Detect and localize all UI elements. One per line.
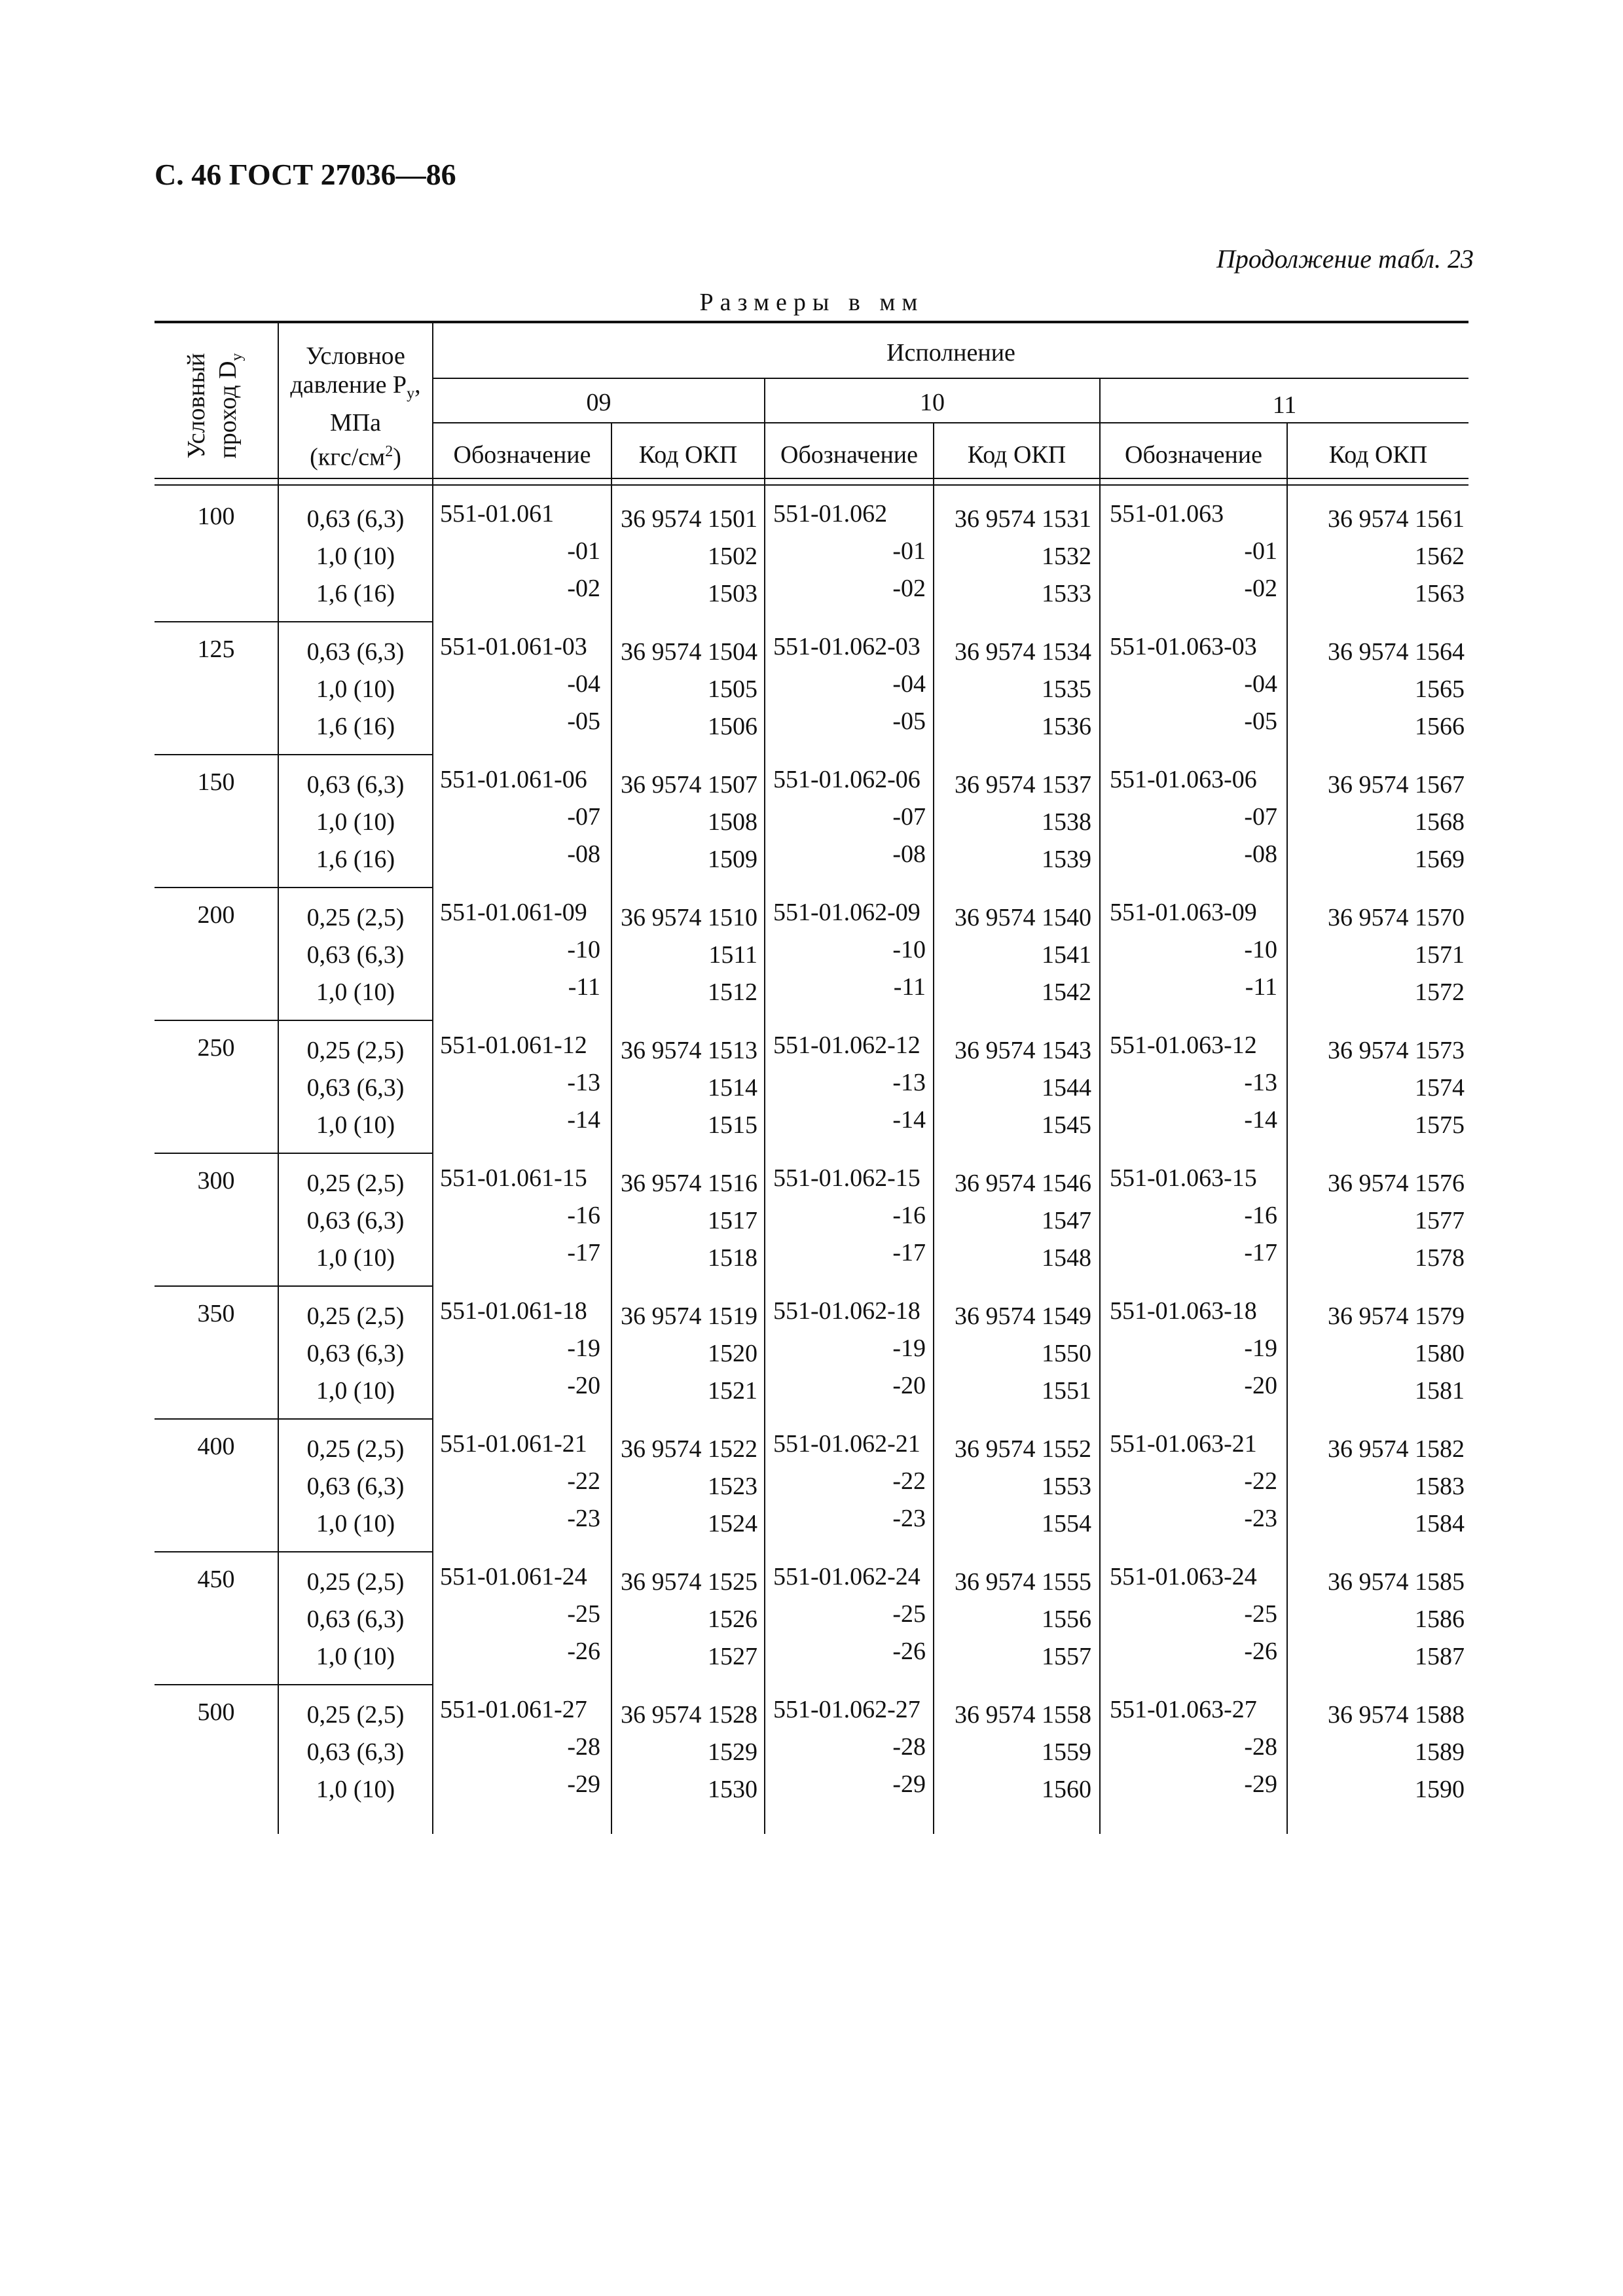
pressure-cell: 1,6 (16): [316, 580, 395, 607]
okp-11-cell: 1590: [1415, 1776, 1465, 1803]
okp-10-cell: 1554: [1042, 1510, 1091, 1537]
designation-09-cell: 551-01.061: [440, 500, 555, 528]
designation-11-cell: -13: [1244, 1069, 1277, 1096]
okp-10-cell: 1532: [1042, 543, 1091, 570]
pressure-cell: 0,63 (6,3): [306, 1738, 405, 1766]
okp-09-cell: 1518: [708, 1244, 757, 1272]
page-header: С. 46 ГОСТ 27036—86: [155, 158, 456, 191]
pressure-cell: 0,63 (6,3): [306, 941, 405, 969]
diameter-header-line2: проход D: [214, 361, 242, 459]
designation-11-cell: -20: [1244, 1372, 1277, 1399]
designation-11-cell: 551-01.063-12: [1110, 1031, 1257, 1059]
okp-09-cell: 36 9574 1522: [621, 1435, 757, 1463]
okp-10-cell: 1550: [1042, 1340, 1091, 1367]
okp-09-cell: 1514: [708, 1074, 757, 1102]
okp-11-cell: 1584: [1415, 1510, 1465, 1537]
okp-10-cell: 36 9574 1537: [955, 771, 1091, 798]
okp-09-cell: 1527: [708, 1643, 757, 1670]
group-separator-rule: [155, 887, 433, 888]
pressure-cell: 0,25 (2,5): [306, 1170, 405, 1197]
okp-11-cell: 1571: [1415, 941, 1465, 969]
pressure-header-close: ): [393, 443, 401, 471]
nominal-diameter-cell: 300: [197, 1167, 235, 1194]
designation-09-cell: 551-01.061-27: [440, 1696, 587, 1723]
group-header-execution: Исполнение: [886, 339, 1015, 367]
okp-09-cell: 1505: [708, 675, 757, 703]
okp-09-cell: 1524: [708, 1510, 757, 1537]
designation-09-cell: -22: [567, 1467, 600, 1495]
okp-10-cell: 1556: [1042, 1605, 1091, 1633]
okp-10-cell: 36 9574 1540: [955, 904, 1091, 931]
diameter-column-header: [155, 327, 279, 484]
designation-10-cell: -13: [892, 1069, 926, 1096]
group-separator-rule: [155, 1551, 433, 1552]
designation-11-cell: -16: [1244, 1202, 1277, 1229]
okp-11-cell: 1580: [1415, 1340, 1465, 1367]
okp-09-cell: 1515: [708, 1111, 757, 1139]
header-bottom-rule-1: [155, 478, 1468, 479]
group-separator-rule: [155, 621, 433, 622]
designation-11-cell: -11: [1245, 973, 1277, 1001]
pressure-cell: 1,0 (10): [316, 978, 395, 1006]
designation-11-cell: -23: [1244, 1505, 1277, 1532]
designation-11-cell: 551-01.063-15: [1110, 1164, 1257, 1192]
designation-10-cell: -23: [892, 1505, 926, 1532]
designation-11-cell: -08: [1244, 840, 1277, 868]
pressure-cell: 0,63 (6,3): [306, 1074, 405, 1102]
okp-10-cell: 1560: [1042, 1776, 1091, 1803]
pressure-cell: 1,6 (16): [316, 713, 395, 740]
designation-09-cell: -10: [567, 936, 600, 963]
subheader-designation-11: Обозначение: [1125, 441, 1262, 469]
pressure-cell: 0,63 (6,3): [306, 505, 405, 533]
okp-11-cell: 1589: [1415, 1738, 1465, 1766]
designation-10-cell: 551-01.062-12: [773, 1031, 921, 1059]
designation-10-cell: 551-01.062-24: [773, 1563, 921, 1590]
okp-09-cell: 1520: [708, 1340, 757, 1367]
designation-10-cell: -28: [892, 1733, 926, 1761]
table-continuation-label: Продолжение табл. 23: [1216, 244, 1474, 274]
pressure-cell: 0,63 (6,3): [306, 1605, 405, 1633]
designation-10-cell: -14: [892, 1106, 926, 1134]
okp-11-cell: 36 9574 1564: [1328, 638, 1465, 666]
designation-11-cell: 551-01.063-18: [1110, 1297, 1257, 1325]
okp-09-cell: 1526: [708, 1605, 757, 1633]
okp-10-cell: 36 9574 1534: [955, 638, 1091, 666]
pressure-cell: 0,25 (2,5): [306, 1568, 405, 1596]
okp-09-cell: 36 9574 1507: [621, 771, 757, 798]
designation-11-cell: -19: [1244, 1335, 1277, 1362]
okp-10-cell: 1542: [1042, 978, 1091, 1006]
okp-11-cell: 1583: [1415, 1473, 1465, 1500]
pressure-cell: 0,63 (6,3): [306, 1340, 405, 1367]
designation-10-cell: -16: [892, 1202, 926, 1229]
nominal-diameter-cell: 200: [197, 901, 235, 929]
subheader-okp-11: Код ОКП: [1328, 441, 1428, 469]
okp-11-cell: 36 9574 1570: [1328, 904, 1465, 931]
designation-10-cell: 551-01.062-03: [773, 633, 921, 660]
okp-09-cell: 1503: [708, 580, 757, 607]
okp-09-cell: 1523: [708, 1473, 757, 1500]
pressure-cell: 0,25 (2,5): [306, 1037, 405, 1064]
designation-11-cell: -26: [1244, 1638, 1277, 1665]
variant-header-09: 09: [586, 389, 611, 416]
nominal-diameter-cell: 150: [197, 768, 235, 796]
designation-09-cell: 551-01.061-24: [440, 1563, 587, 1590]
okp-11-cell: 36 9574 1576: [1328, 1170, 1465, 1197]
header-bottom-rule-2: [155, 484, 1468, 486]
pressure-cell: 0,25 (2,5): [306, 904, 405, 931]
designation-09-cell: 551-01.061-03: [440, 633, 587, 660]
subheader-okp-09: Код ОКП: [638, 441, 738, 469]
designation-11-cell: -17: [1244, 1239, 1277, 1266]
okp-11-cell: 1562: [1415, 543, 1465, 570]
designation-09-cell: -07: [567, 803, 600, 831]
okp-10-cell: 1551: [1042, 1377, 1091, 1405]
designation-09-cell: -25: [567, 1600, 600, 1628]
pressure-header-line4: (кгс/см: [310, 443, 386, 471]
okp-10-cell: 36 9574 1552: [955, 1435, 1091, 1463]
designation-11-cell: 551-01.063: [1110, 500, 1224, 528]
designation-09-cell: -26: [567, 1638, 600, 1665]
subheader-designation-10: Обозначение: [780, 441, 918, 469]
designation-10-cell: -20: [892, 1372, 926, 1399]
pressure-cell: 0,63 (6,3): [306, 1473, 405, 1500]
pressure-cell: 1,0 (10): [316, 1377, 395, 1405]
okp-11-cell: 1587: [1415, 1643, 1465, 1670]
variant-header-11: 11: [1272, 391, 1297, 419]
okp-11-cell: 36 9574 1588: [1328, 1701, 1465, 1729]
okp-09-cell: 36 9574 1510: [621, 904, 757, 931]
designation-09-cell: 551-01.061-21: [440, 1430, 587, 1458]
okp-11-cell: 1581: [1415, 1377, 1465, 1405]
designation-10-cell: -19: [892, 1335, 926, 1362]
okp-11-cell: 1568: [1415, 808, 1465, 836]
okp-09-cell: 36 9574 1504: [621, 638, 757, 666]
okp-10-cell: 1533: [1042, 580, 1091, 607]
pressure-header-sup: 2: [385, 442, 393, 460]
okp-10-cell: 1545: [1042, 1111, 1091, 1139]
pressure-header-line1: Условное: [306, 342, 405, 370]
nominal-diameter-cell: 125: [197, 636, 235, 663]
designation-09-cell: -08: [567, 840, 600, 868]
designation-10-cell: -04: [892, 670, 926, 698]
designation-10-cell: -01: [892, 537, 926, 565]
okp-10-cell: 36 9574 1543: [955, 1037, 1091, 1064]
okp-11-cell: 36 9574 1561: [1328, 505, 1465, 533]
designation-09-cell: 551-01.061-15: [440, 1164, 587, 1192]
diameter-header-sub: у: [228, 353, 246, 361]
subheader-okp-10: Код ОКП: [967, 441, 1067, 469]
table-top-rule: [155, 321, 1468, 323]
okp-09-cell: 1530: [708, 1776, 757, 1803]
designation-09-cell: -14: [567, 1106, 600, 1134]
okp-09-cell: 36 9574 1519: [621, 1302, 757, 1330]
pressure-cell: 1,0 (10): [316, 675, 395, 703]
pressure-cell: 1,0 (10): [316, 543, 395, 570]
designation-11-cell: 551-01.063-06: [1110, 766, 1257, 793]
pressure-header-comma: ,: [414, 371, 421, 399]
group-separator-rule: [155, 1285, 433, 1287]
designation-09-cell: 551-01.061-09: [440, 899, 587, 926]
designation-09-cell: -04: [567, 670, 600, 698]
okp-09-cell: 36 9574 1528: [621, 1701, 757, 1729]
designation-11-cell: -05: [1244, 708, 1277, 735]
okp-10-cell: 1544: [1042, 1074, 1091, 1102]
okp-11-cell: 1569: [1415, 846, 1465, 873]
subheader-designation-09: Обозначение: [453, 441, 591, 469]
designation-09-cell: -05: [567, 708, 600, 735]
okp-11-cell: 1578: [1415, 1244, 1465, 1272]
pressure-cell: 1,0 (10): [316, 1776, 395, 1803]
okp-09-cell: 1509: [708, 846, 757, 873]
designation-10-cell: -02: [892, 575, 926, 602]
diameter-header-line1: Условный: [183, 353, 211, 459]
okp-10-cell: 36 9574 1546: [955, 1170, 1091, 1197]
okp-11-cell: 1566: [1415, 713, 1465, 740]
pressure-cell: 0,25 (2,5): [306, 1701, 405, 1729]
designation-11-cell: -25: [1244, 1600, 1277, 1628]
okp-10-cell: 36 9574 1549: [955, 1302, 1091, 1330]
designation-11-cell: -28: [1244, 1733, 1277, 1761]
okp-11-cell: 36 9574 1567: [1328, 771, 1465, 798]
designation-10-cell: -29: [892, 1770, 926, 1798]
group-separator-rule: [155, 1418, 433, 1420]
designation-11-cell: -29: [1244, 1770, 1277, 1798]
pressure-cell: 1,0 (10): [316, 1244, 395, 1272]
designation-11-cell: -01: [1244, 537, 1277, 565]
okp-11-cell: 1572: [1415, 978, 1465, 1006]
okp-10-cell: 36 9574 1558: [955, 1701, 1091, 1729]
okp-09-cell: 1512: [708, 978, 757, 1006]
nominal-diameter-cell: 350: [197, 1300, 235, 1327]
designation-09-cell: -02: [567, 575, 600, 602]
designation-10-cell: -26: [892, 1638, 926, 1665]
header-rule-subheaders: [433, 422, 1468, 423]
units-note: Размеры в мм: [699, 289, 924, 316]
designation-10-cell: 551-01.062-09: [773, 899, 921, 926]
designation-11-cell: -04: [1244, 670, 1277, 698]
designation-09-cell: -28: [567, 1733, 600, 1761]
okp-09-cell: 36 9574 1501: [621, 505, 757, 533]
designation-10-cell: 551-01.062-21: [773, 1430, 921, 1458]
designation-10-cell: -07: [892, 803, 926, 831]
designation-11-cell: 551-01.063-24: [1110, 1563, 1257, 1590]
designation-09-cell: -16: [567, 1202, 600, 1229]
pressure-cell: 0,63 (6,3): [306, 1207, 405, 1234]
okp-09-cell: 36 9574 1516: [621, 1170, 757, 1197]
designation-09-cell: 551-01.061-12: [440, 1031, 587, 1059]
designation-11-cell: -07: [1244, 803, 1277, 831]
designation-10-cell: -22: [892, 1467, 926, 1495]
okp-09-cell: 1529: [708, 1738, 757, 1766]
designation-10-cell: 551-01.062-18: [773, 1297, 921, 1325]
designation-11-cell: 551-01.063-21: [1110, 1430, 1257, 1458]
nominal-diameter-cell: 400: [197, 1433, 235, 1460]
designation-10-cell: -25: [892, 1600, 926, 1628]
designation-11-cell: 551-01.063-27: [1110, 1696, 1257, 1723]
okp-09-cell: 1517: [708, 1207, 757, 1234]
okp-10-cell: 1559: [1042, 1738, 1091, 1766]
designation-11-cell: 551-01.063-09: [1110, 899, 1257, 926]
okp-11-cell: 1575: [1415, 1111, 1465, 1139]
designation-09-cell: -11: [568, 973, 600, 1001]
pressure-cell: 1,0 (10): [316, 1643, 395, 1670]
okp-10-cell: 1548: [1042, 1244, 1091, 1272]
okp-09-cell: 1502: [708, 543, 757, 570]
okp-10-cell: 1536: [1042, 713, 1091, 740]
designation-10-cell: 551-01.062-27: [773, 1696, 921, 1723]
nominal-diameter-cell: 100: [197, 503, 235, 530]
okp-10-cell: 1539: [1042, 846, 1091, 873]
group-separator-rule: [155, 1684, 433, 1685]
pressure-cell: 0,25 (2,5): [306, 1435, 405, 1463]
okp-10-cell: 1553: [1042, 1473, 1091, 1500]
pressure-header-sub: у: [407, 385, 415, 403]
okp-11-cell: 1586: [1415, 1605, 1465, 1633]
designation-09-cell: -13: [567, 1069, 600, 1096]
designation-09-cell: -20: [567, 1372, 600, 1399]
okp-11-cell: 36 9574 1582: [1328, 1435, 1465, 1463]
pressure-cell: 0,25 (2,5): [306, 1302, 405, 1330]
okp-09-cell: 36 9574 1525: [621, 1568, 757, 1596]
okp-10-cell: 1538: [1042, 808, 1091, 836]
variant-header-10: 10: [920, 389, 945, 416]
okp-10-cell: 1541: [1042, 941, 1091, 969]
okp-11-cell: 1577: [1415, 1207, 1465, 1234]
okp-11-cell: 36 9574 1585: [1328, 1568, 1465, 1596]
designation-11-cell: -14: [1244, 1106, 1277, 1134]
okp-11-cell: 36 9574 1579: [1328, 1302, 1465, 1330]
okp-10-cell: 1547: [1042, 1207, 1091, 1234]
designation-11-cell: 551-01.063-03: [1110, 633, 1257, 660]
okp-11-cell: 36 9574 1573: [1328, 1037, 1465, 1064]
okp-10-cell: 1557: [1042, 1643, 1091, 1670]
pressure-cell: 1,6 (16): [316, 846, 395, 873]
okp-10-cell: 36 9574 1555: [955, 1568, 1091, 1596]
header-rule-variants: [433, 378, 1468, 379]
designation-11-cell: -22: [1244, 1467, 1277, 1495]
pressure-cell: 1,0 (10): [316, 1111, 395, 1139]
designation-09-cell: -17: [567, 1239, 600, 1266]
pressure-cell: 1,0 (10): [316, 808, 395, 836]
nominal-diameter-cell: 450: [197, 1566, 235, 1593]
pressure-cell: 0,63 (6,3): [306, 638, 405, 666]
designation-11-cell: -02: [1244, 575, 1277, 602]
okp-09-cell: 1511: [708, 941, 757, 969]
designation-11-cell: -10: [1244, 936, 1277, 963]
group-separator-rule: [155, 1153, 433, 1154]
designation-10-cell: 551-01.062-15: [773, 1164, 921, 1192]
okp-09-cell: 1521: [708, 1377, 757, 1405]
designation-09-cell: -29: [567, 1770, 600, 1798]
pressure-header-line3: МПа: [329, 408, 382, 437]
group-separator-rule: [155, 1020, 433, 1021]
okp-09-cell: 1508: [708, 808, 757, 836]
okp-11-cell: 1565: [1415, 675, 1465, 703]
designation-10-cell: -10: [892, 936, 926, 963]
okp-10-cell: 1535: [1042, 675, 1091, 703]
okp-09-cell: 36 9574 1513: [621, 1037, 757, 1064]
designation-09-cell: -19: [567, 1335, 600, 1362]
designation-10-cell: -17: [892, 1239, 926, 1266]
designation-10-cell: -11: [893, 973, 926, 1001]
pressure-cell: 1,0 (10): [316, 1510, 395, 1537]
designation-10-cell: -08: [892, 840, 926, 868]
okp-11-cell: 1574: [1415, 1074, 1465, 1102]
pressure-cell: 0,63 (6,3): [306, 771, 405, 798]
designation-10-cell: -05: [892, 708, 926, 735]
group-separator-rule: [155, 754, 433, 755]
designation-09-cell: 551-01.061-18: [440, 1297, 587, 1325]
pressure-column-header: [279, 342, 432, 471]
okp-09-cell: 1506: [708, 713, 757, 740]
designation-10-cell: 551-01.062-06: [773, 766, 921, 793]
nominal-diameter-cell: 250: [197, 1034, 235, 1062]
okp-11-cell: 1563: [1415, 580, 1465, 607]
designation-10-cell: 551-01.062: [773, 500, 888, 528]
designation-09-cell: -23: [567, 1505, 600, 1532]
designation-09-cell: -01: [567, 537, 600, 565]
designation-09-cell: 551-01.061-06: [440, 766, 587, 793]
pressure-header-line2: давление P: [290, 371, 407, 399]
okp-10-cell: 36 9574 1531: [955, 505, 1091, 533]
nominal-diameter-cell: 500: [197, 1698, 235, 1726]
